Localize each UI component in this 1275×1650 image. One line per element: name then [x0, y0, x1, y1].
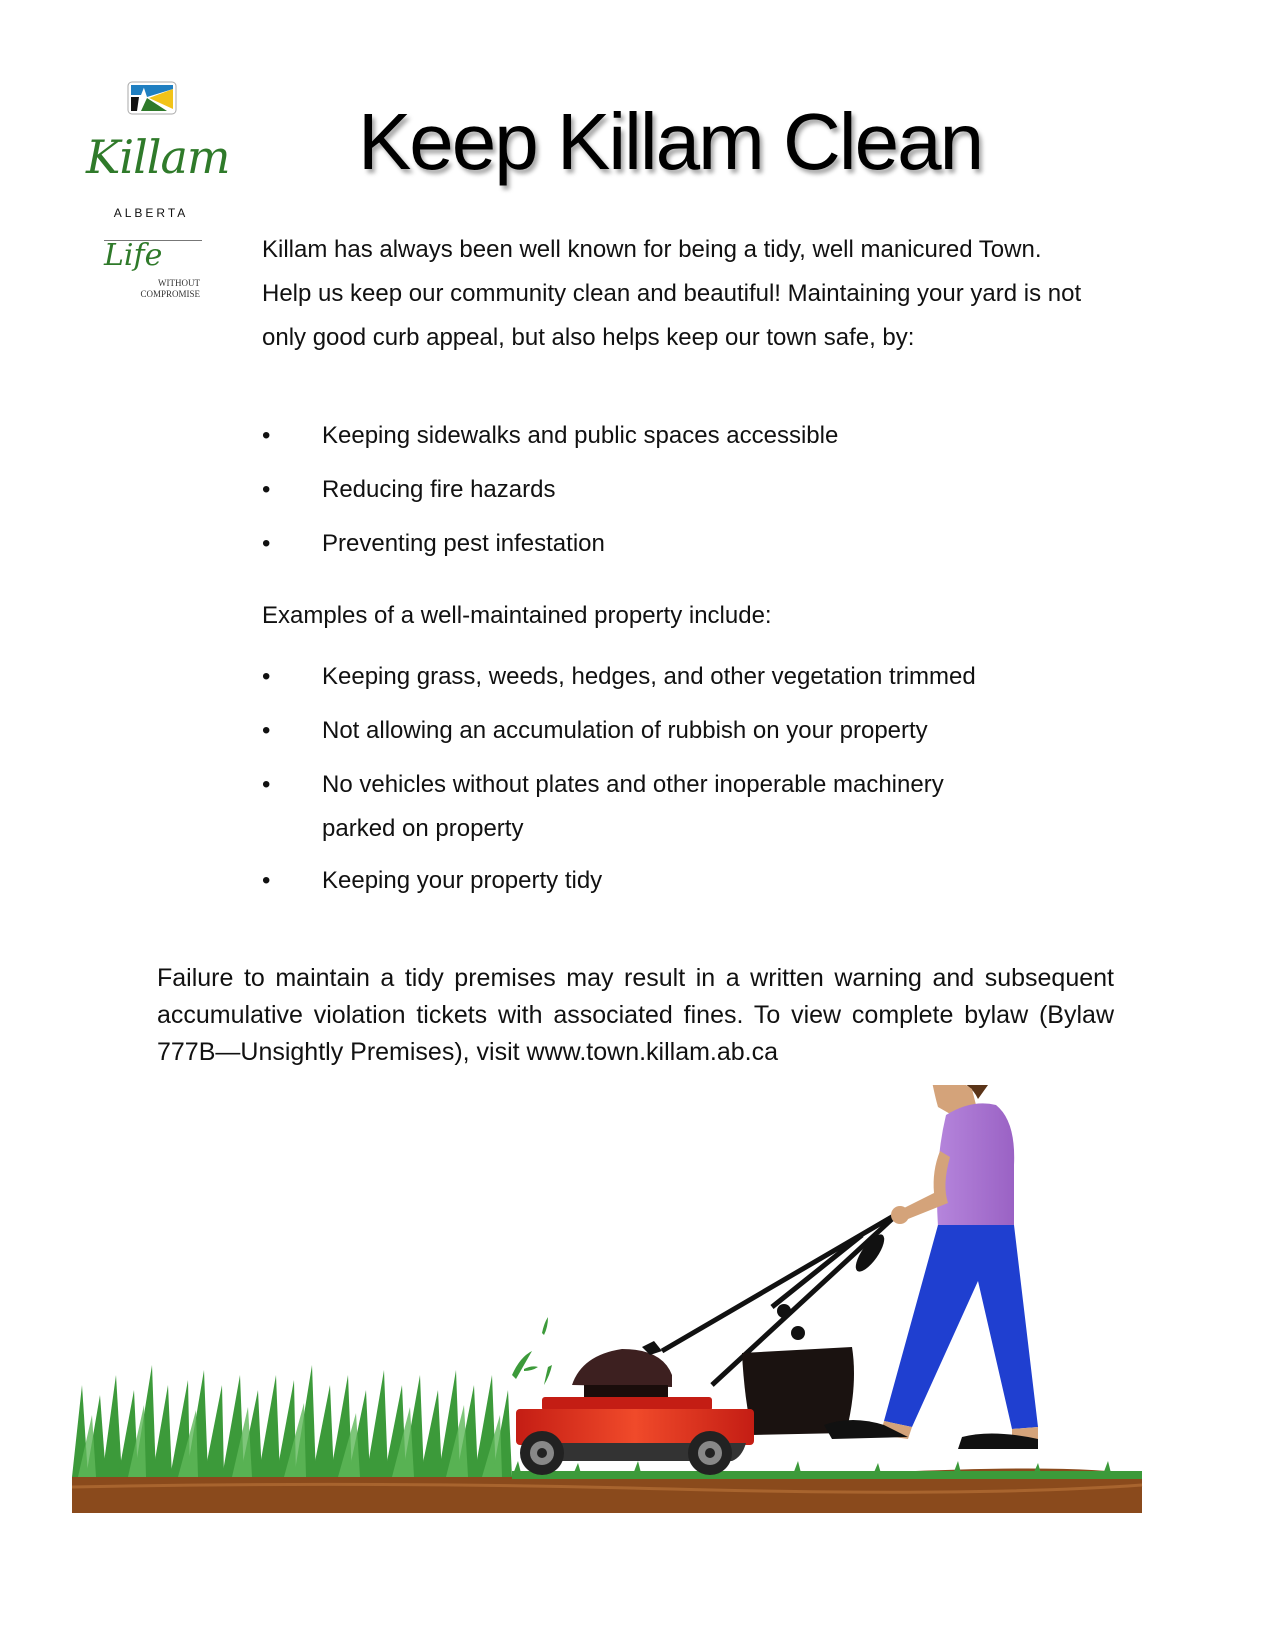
bullet-icon: •	[262, 530, 271, 557]
mower-engine	[572, 1349, 672, 1387]
logo-province: ALBERTA	[113, 206, 189, 220]
killam-emblem-icon	[127, 81, 177, 115]
bullet-text: Preventing pest infestation	[322, 530, 605, 557]
logo-tagline-script: Life	[104, 238, 163, 273]
mower-wheel	[688, 1431, 732, 1475]
page-title: Keep Killam Clean	[357, 97, 983, 186]
bullet-icon: •	[262, 422, 271, 449]
bullet-text: Reducing fire hazards	[322, 476, 556, 503]
intro-paragraph: Killam has always been well known for being a tidy, well manicured Town. Help us keep our community clean and beautiful! Maintaining your yard is not only good curb appeal, but also helps keep our town safe, by:	[262, 236, 1082, 351]
logo-wordmark: Killam	[86, 130, 230, 184]
bylaw-notice: Failure to maintain a tidy premises may result in a written warning and subsequent accumulative violation tickets with associated fines. To view complete bylaw (Bylaw 777B—Unsightly Premises), visit www.town.killam.ab.ca	[157, 964, 1114, 1066]
logo-tagline	[130, 278, 200, 300]
mower-deck	[542, 1397, 712, 1411]
grass-clippings	[512, 1317, 552, 1385]
bullet-icon: •	[262, 663, 271, 690]
logo-tagline-line2: COMPROMISE	[140, 289, 200, 299]
bullet-icon: •	[262, 867, 271, 894]
mower-wheel	[520, 1431, 564, 1475]
bullet-text: Keeping sidewalks and public spaces accessible	[322, 422, 839, 449]
man-pants	[884, 1225, 1038, 1429]
lawn-mowing-illustration	[72, 1085, 1202, 1585]
bullet-text: Keeping grass, weeds, hedges, and other vegetation trimmed	[322, 663, 976, 690]
examples-heading: Examples of a well-maintained property include:	[262, 602, 772, 629]
bullet-icon: •	[262, 476, 271, 503]
bullet-text: No vehicles without plates and other inoperable machinery parked on property	[322, 771, 944, 842]
logo-tagline-line1: WITHOUT	[158, 278, 200, 288]
man-shirt	[937, 1103, 1014, 1227]
bullet-icon: •	[262, 771, 271, 798]
bullet-text: Keeping your property tidy	[322, 867, 603, 894]
bullet-icon: •	[262, 717, 271, 744]
bullet-text: Not allowing an accumulation of rubbish on your property	[322, 717, 928, 744]
town-logo	[86, 78, 230, 308]
